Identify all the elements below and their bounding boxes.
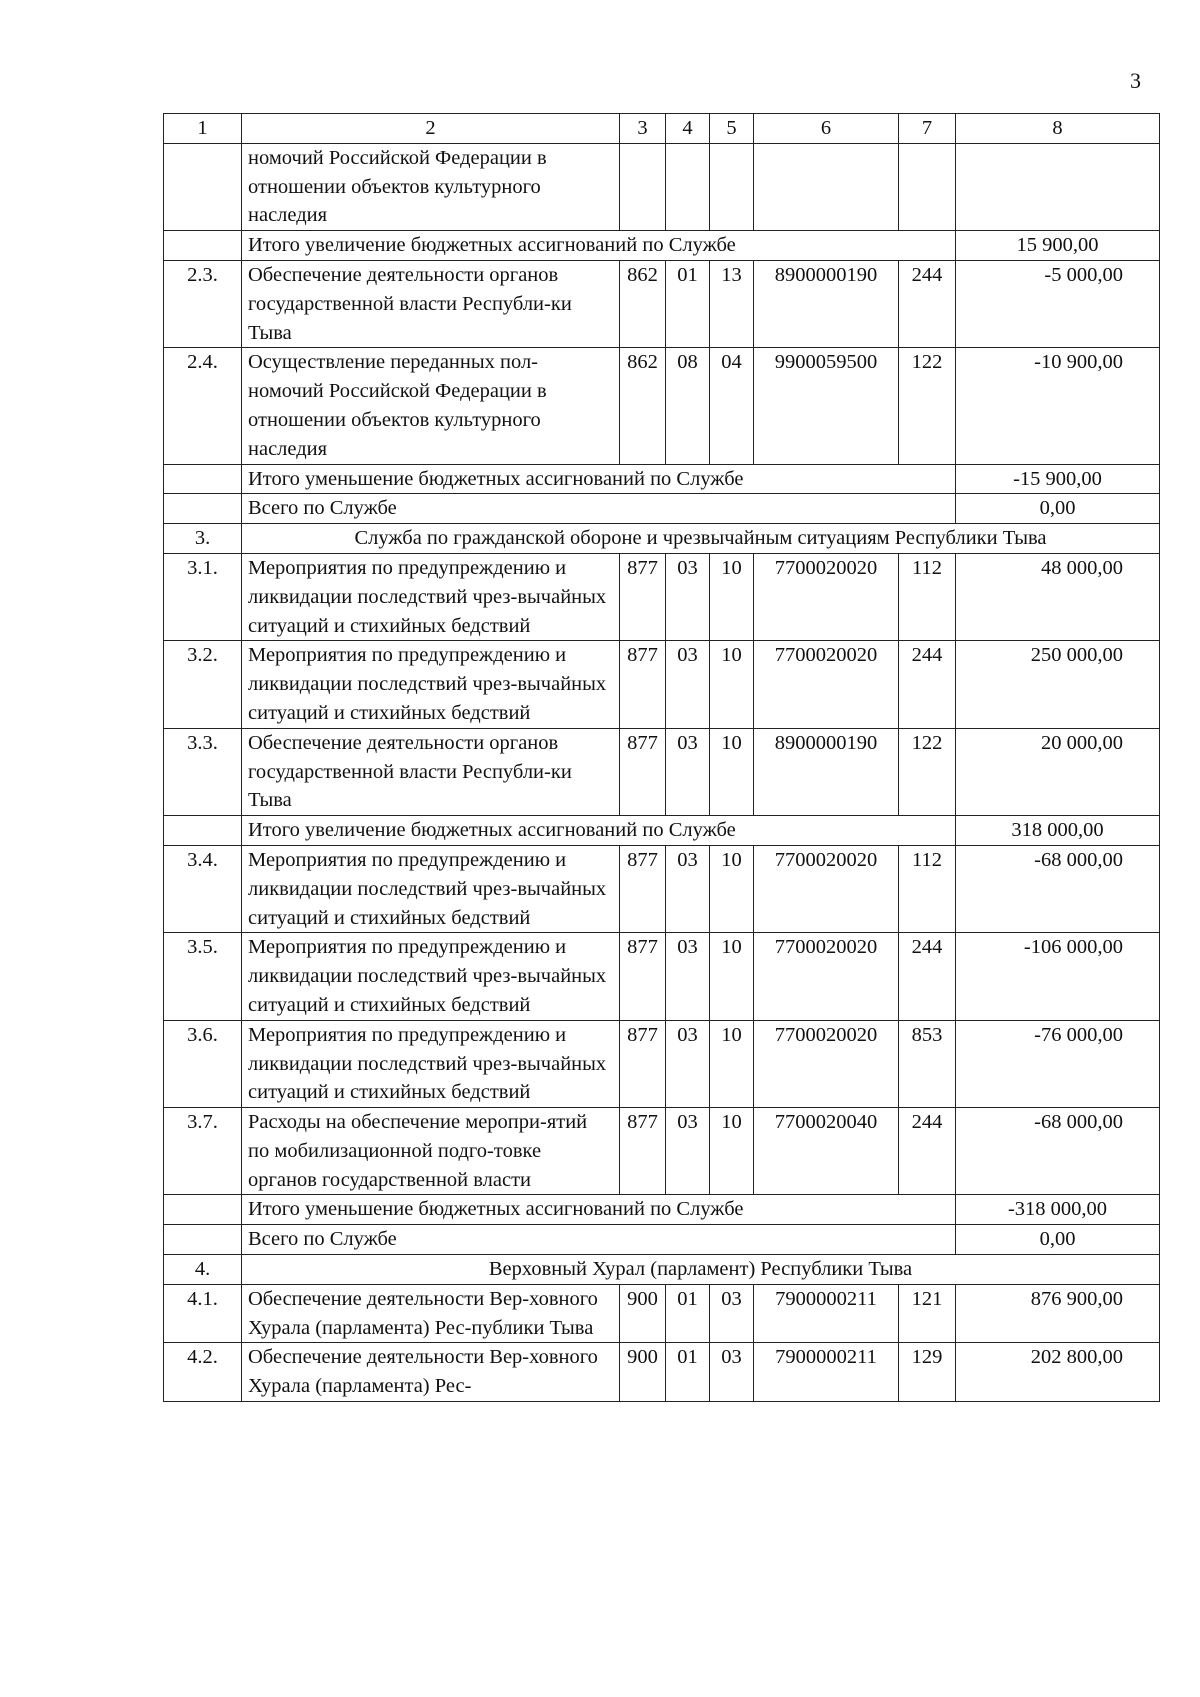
amount-cell: -76 000,00	[956, 1020, 1160, 1107]
code-cell: 03	[666, 553, 710, 640]
amount-cell: 250 000,00	[956, 641, 1160, 728]
total-label: Итого уменьшение бюджетных ассигнований по Службе	[242, 464, 956, 494]
amount-cell: -68 000,00	[956, 845, 1160, 932]
code-cell: 04	[710, 348, 754, 464]
code-cell: 03	[710, 1284, 754, 1343]
code-cell: 03	[710, 1343, 754, 1402]
row-number: 3.7.	[164, 1108, 242, 1195]
code-cell: 877	[620, 641, 666, 728]
table-row	[164, 933, 1160, 1020]
row-description: Обеспечение деятельности органов государственной власти Республи-ки Тыва	[242, 260, 620, 347]
code-cell: 10	[710, 641, 754, 728]
table-row	[164, 845, 1160, 932]
total-amount: 318 000,00	[956, 816, 1160, 846]
section-number: 4.	[164, 1255, 242, 1285]
row-number	[164, 816, 242, 846]
col-number: 8	[956, 114, 1160, 144]
code-cell	[754, 143, 899, 230]
code-cell: 10	[710, 553, 754, 640]
code-cell: 244	[899, 933, 956, 1020]
code-cell: 10	[710, 845, 754, 932]
table-row	[164, 553, 1160, 640]
code-cell: 129	[899, 1343, 956, 1402]
code-cell: 900	[620, 1284, 666, 1343]
row-number	[164, 231, 242, 261]
code-cell: 10	[710, 933, 754, 1020]
amount-cell: -106 000,00	[956, 933, 1160, 1020]
code-cell: 03	[666, 641, 710, 728]
section-header-row	[164, 524, 1160, 554]
table-row	[164, 1284, 1160, 1343]
code-cell: 112	[899, 553, 956, 640]
section-title: Верховный Хурал (парламент) Республики Тыва	[242, 1255, 1160, 1285]
code-cell	[666, 143, 710, 230]
table-row	[164, 1108, 1160, 1195]
col-number: 2	[242, 114, 620, 144]
amount-cell: 202 800,00	[956, 1343, 1160, 1402]
row-description: Расходы на обеспечение меропри-ятий по мобилизационной подго-товке органов государственной власти	[242, 1108, 620, 1195]
amount-cell: 876 900,00	[956, 1284, 1160, 1343]
code-cell: 03	[666, 1108, 710, 1195]
total-label: Итого увеличение бюджетных ассигнований по Службе	[242, 816, 956, 846]
amount-cell: -5 000,00	[956, 260, 1160, 347]
code-cell: 877	[620, 845, 666, 932]
code-cell: 7700020040	[754, 1108, 899, 1195]
code-cell: 13	[710, 260, 754, 347]
total-amount: -318 000,00	[956, 1195, 1160, 1225]
code-cell: 900	[620, 1343, 666, 1402]
code-cell: 877	[620, 933, 666, 1020]
col-number: 3	[620, 114, 666, 144]
code-cell	[899, 143, 956, 230]
budget-table	[163, 113, 1160, 1402]
table-row	[164, 1343, 1160, 1402]
amount-cell: 48 000,00	[956, 553, 1160, 640]
code-cell: 7900000211	[754, 1343, 899, 1402]
table-row	[164, 260, 1160, 347]
code-cell: 03	[666, 728, 710, 815]
code-cell: 8900000190	[754, 728, 899, 815]
code-cell: 03	[666, 845, 710, 932]
table-row	[164, 728, 1160, 815]
total-row	[164, 464, 1160, 494]
total-amount: 0,00	[956, 1225, 1160, 1255]
continuation-row	[164, 143, 1160, 230]
row-description: номочий Российской Федерации в отношении объектов культурного наследия	[242, 143, 620, 230]
code-cell: 862	[620, 260, 666, 347]
row-number: 4.1.	[164, 1284, 242, 1343]
code-cell: 244	[899, 641, 956, 728]
code-cell: 877	[620, 553, 666, 640]
table-row	[164, 641, 1160, 728]
row-number	[164, 143, 242, 230]
row-description: Осуществление переданных пол-номочий Российской Федерации в отношении объектов культурного наследия	[242, 348, 620, 464]
row-number	[164, 1195, 242, 1225]
code-cell: 7700020020	[754, 845, 899, 932]
total-row	[164, 1195, 1160, 1225]
col-number: 5	[710, 114, 754, 144]
row-number: 3.4.	[164, 845, 242, 932]
code-cell: 10	[710, 1020, 754, 1107]
code-cell: 877	[620, 1020, 666, 1107]
amount-cell: -68 000,00	[956, 1108, 1160, 1195]
total-amount: -15 900,00	[956, 464, 1160, 494]
total-label: Итого уменьшение бюджетных ассигнований по Службе	[242, 1195, 956, 1225]
row-description: Обеспечение деятельности органов государственной власти Республи-ки Тыва	[242, 728, 620, 815]
row-number: 2.4.	[164, 348, 242, 464]
column-number-row	[164, 114, 1160, 144]
col-number: 4	[666, 114, 710, 144]
code-cell: 9900059500	[754, 348, 899, 464]
row-description: Мероприятия по предупреждению и ликвидации последствий чрез-вычайных ситуаций и стихийных бедствий	[242, 641, 620, 728]
amount-cell	[956, 143, 1160, 230]
code-cell: 10	[710, 728, 754, 815]
col-number: 7	[899, 114, 956, 144]
code-cell	[620, 143, 666, 230]
section-number: 3.	[164, 524, 242, 554]
code-cell: 122	[899, 728, 956, 815]
code-cell: 01	[666, 1343, 710, 1402]
code-cell: 877	[620, 728, 666, 815]
code-cell: 7700020020	[754, 933, 899, 1020]
row-number: 3.3.	[164, 728, 242, 815]
row-number: 4.2.	[164, 1343, 242, 1402]
code-cell: 121	[899, 1284, 956, 1343]
section-title: Служба по гражданской обороне и чрезвычайным ситуациям Республики Тыва	[242, 524, 1160, 554]
total-row	[164, 494, 1160, 524]
row-number: 3.6.	[164, 1020, 242, 1107]
section-header-row	[164, 1255, 1160, 1285]
amount-cell: -10 900,00	[956, 348, 1160, 464]
total-amount: 0,00	[956, 494, 1160, 524]
code-cell: 03	[666, 933, 710, 1020]
total-label: Всего по Службе	[242, 494, 956, 524]
total-label: Итого увеличение бюджетных ассигнований по Службе	[242, 231, 956, 261]
page-number: 3	[1130, 68, 1141, 93]
code-cell: 244	[899, 260, 956, 347]
code-cell: 877	[620, 1108, 666, 1195]
total-label: Всего по Службе	[242, 1225, 956, 1255]
code-cell: 7700020020	[754, 553, 899, 640]
code-cell: 03	[666, 1020, 710, 1107]
total-row	[164, 1225, 1160, 1255]
code-cell: 08	[666, 348, 710, 464]
code-cell	[710, 143, 754, 230]
col-number: 6	[754, 114, 899, 144]
row-description: Мероприятия по предупреждению и ликвидации последствий чрез-вычайных ситуаций и стихийных бедствий	[242, 1020, 620, 1107]
code-cell: 122	[899, 348, 956, 464]
col-number: 1	[164, 114, 242, 144]
row-description: Обеспечение деятельности Вер-ховного Хурала (парламента) Рес-публики Тыва	[242, 1284, 620, 1343]
row-description: Мероприятия по предупреждению и ликвидации последствий чрез-вычайных ситуаций и стихийных бедствий	[242, 845, 620, 932]
total-row	[164, 816, 1160, 846]
row-description: Мероприятия по предупреждению и ликвидации последствий чрез-вычайных ситуаций и стихийных бедствий	[242, 933, 620, 1020]
total-amount: 15 900,00	[956, 231, 1160, 261]
row-description: Обеспечение деятельности Вер-ховного Хурала (парламента) Рес-	[242, 1343, 620, 1402]
row-number	[164, 494, 242, 524]
table-row	[164, 1020, 1160, 1107]
row-number: 3.2.	[164, 641, 242, 728]
row-number: 2.3.	[164, 260, 242, 347]
row-number	[164, 1225, 242, 1255]
code-cell: 7900000211	[754, 1284, 899, 1343]
row-description: Мероприятия по предупреждению и ликвидации последствий чрез-вычайных ситуаций и стихийных бедствий	[242, 553, 620, 640]
code-cell: 244	[899, 1108, 956, 1195]
row-number	[164, 464, 242, 494]
total-row	[164, 231, 1160, 261]
code-cell: 7700020020	[754, 1020, 899, 1107]
amount-cell: 20 000,00	[956, 728, 1160, 815]
code-cell: 112	[899, 845, 956, 932]
code-cell: 853	[899, 1020, 956, 1107]
row-number: 3.1.	[164, 553, 242, 640]
code-cell: 862	[620, 348, 666, 464]
code-cell: 01	[666, 1284, 710, 1343]
code-cell: 01	[666, 260, 710, 347]
row-number: 3.5.	[164, 933, 242, 1020]
table-row	[164, 348, 1160, 464]
code-cell: 7700020020	[754, 641, 899, 728]
code-cell: 8900000190	[754, 260, 899, 347]
code-cell: 10	[710, 1108, 754, 1195]
